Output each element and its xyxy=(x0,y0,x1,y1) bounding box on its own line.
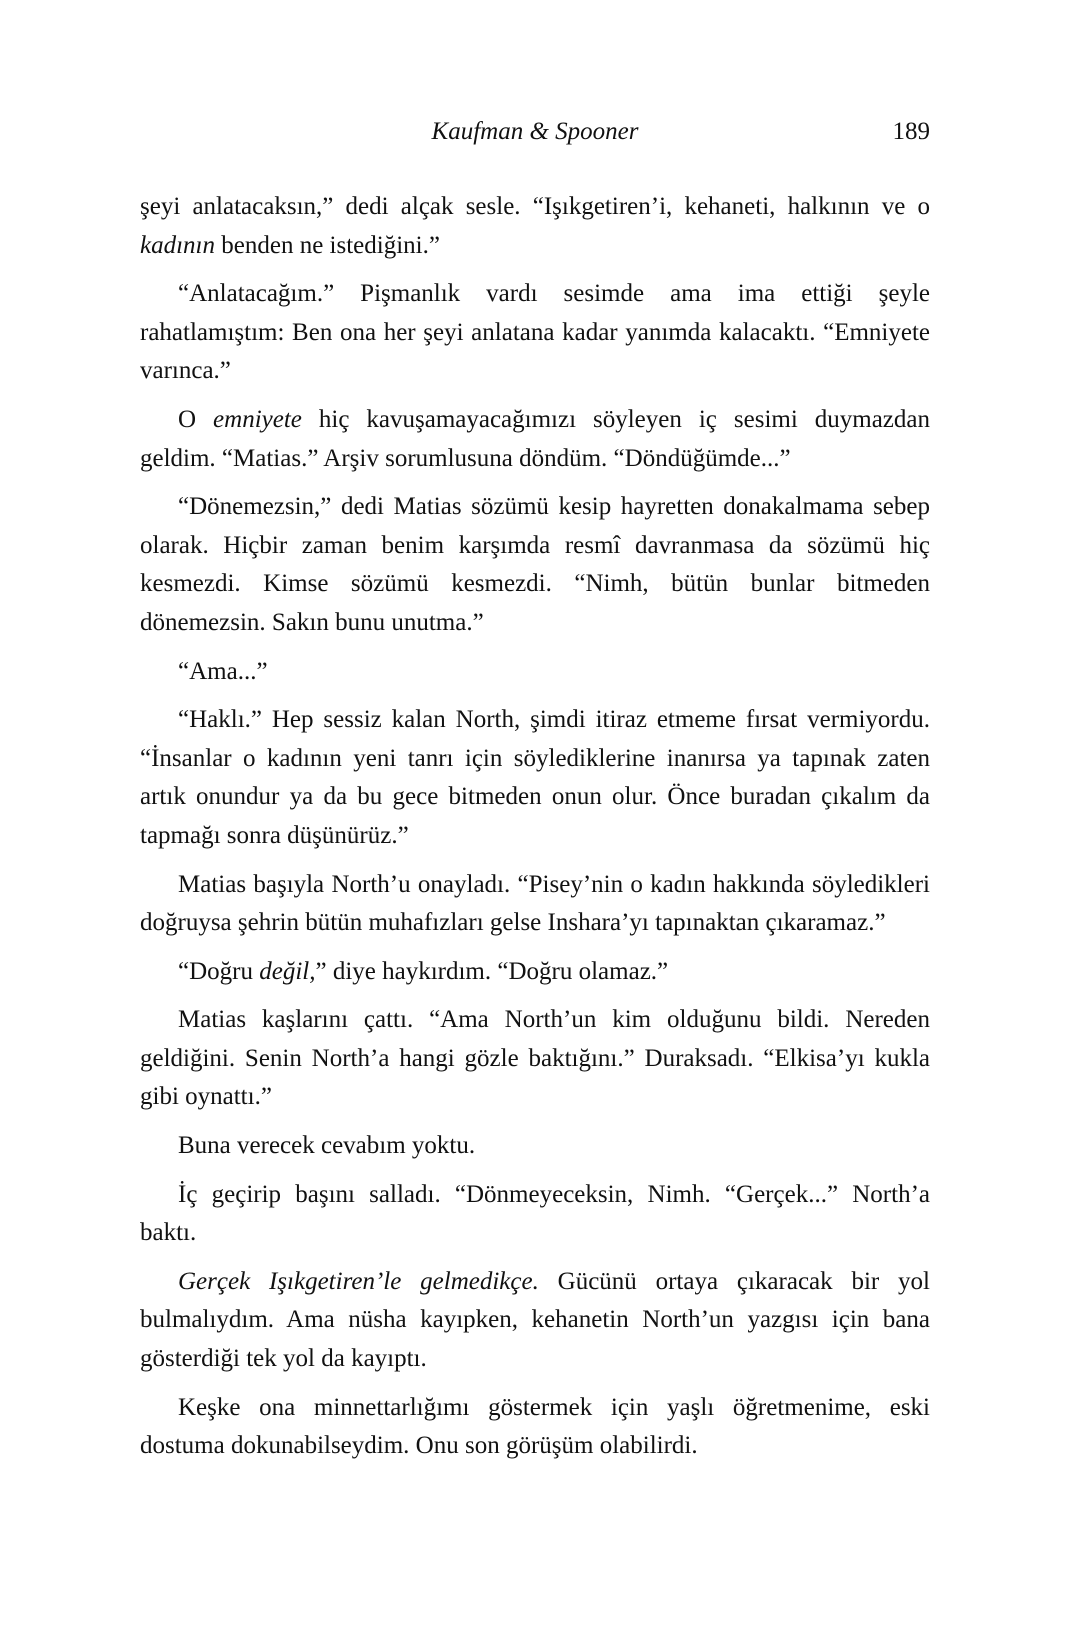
paragraph xyxy=(140,401,930,478)
text-run: hiç kavuşamayacağımızı söyleyen iç sesimi duymazdan geldim. “Matias.” Arşiv sorumlusuna döndüm. “Döndüğümde...” xyxy=(140,405,930,472)
text-run: ” diye haykırdım. “Doğru olamaz.” xyxy=(315,957,669,985)
body-text xyxy=(140,188,930,1476)
text-run: Keşke ona minnettarlığımı göstermek için yaşlı öğretmenime, eski dostuma dokunabilseydim. Onu son görüşüm olabilirdi. xyxy=(140,1393,930,1460)
text-run: Matias başıyla North’u onayladı. “Pisey’nin o kadın hakkında söyledikleri doğruysa şehrin bütün muhafızları gelse Inshara’yı tapınaktan çıkaramaz.” xyxy=(140,870,930,937)
paragraph xyxy=(140,275,930,391)
paragraph xyxy=(140,1389,930,1466)
italic-text: emniyete xyxy=(213,405,302,433)
text-run: “Anlatacağım.” Pişmanlık vardı sesimde ama ima ettiği şeyle rahatlamıştım: Ben ona her şeyi anlatana kadar yanımda kalacaktı. “Emniyete varınca.” xyxy=(140,280,930,385)
running-title: Kaufman & Spooner xyxy=(431,118,639,145)
page-header xyxy=(140,112,930,152)
paragraph xyxy=(140,653,930,692)
text-run: “Ama...” xyxy=(178,657,268,685)
italic-text: değil, xyxy=(259,957,316,985)
text-run: O xyxy=(178,405,214,433)
text-run: benden ne istediğini.” xyxy=(215,231,440,259)
italic-text: kadının xyxy=(140,231,215,259)
text-run: İç geçirip başını salladı. “Dönmeyeceksin, Nimh. “Gerçek...” North’a baktı. xyxy=(140,1180,930,1247)
paragraph xyxy=(140,188,930,265)
paragraph xyxy=(140,701,930,855)
page-number: 189 xyxy=(892,118,930,145)
text-run: Matias kaşlarını çattı. “Ama North’un kim olduğunu bildi. Nereden geldiğini. Senin North’a hangi gözle baktığını.” Duraksadı. “Elkisa’yı kukla gibi oynattı.” xyxy=(140,1006,930,1111)
italic-text: Gerçek Işıkgetiren’le gelmedikçe. xyxy=(178,1267,539,1295)
text-run: “Dönemezsin,” dedi Matias sözümü kesip hayretten donakalmama sebep olarak. Hiçbir zaman benim karşımda resmî davranmasa da sözümü hiç kesmezdi. Kimse sözümü kesmezdi. “Nimh, bütün bunlar bitmeden dönemezsin. Sakın bunu unutma.” xyxy=(140,493,930,636)
paragraph xyxy=(140,866,930,943)
paragraph xyxy=(140,1127,930,1166)
paragraph xyxy=(140,1263,930,1379)
paragraph xyxy=(140,953,930,992)
text-run: şeyi anlatacaksın,” dedi alçak sesle. “Işıkgetiren’i, kehaneti, halkının ve o xyxy=(140,193,930,220)
paragraph xyxy=(140,488,930,642)
paragraph xyxy=(140,1001,930,1117)
text-run: Buna verecek cevabım yoktu. xyxy=(178,1132,476,1160)
text-run: “Doğru xyxy=(178,957,260,985)
text-run: Gücünü ortaya çıkaracak bir yol bulmalıydım. Ama nüsha kayıpken, kehanetin North’un yazgısı için bana gösterdiği tek yol da kayıptı. xyxy=(140,1267,930,1373)
paragraph xyxy=(140,1176,930,1253)
text-run: “Haklı.” Hep sessiz kalan North, şimdi itiraz etmeme fırsat vermiyordu. “İnsanlar o kadının yeni tanrı için söylediklerine inanırsa ya tapınak zaten artık onundur ya da bu gece bitmeden onun olur. Önce buradan çıkalım da tapmağı sonra düşünürüz.” xyxy=(140,706,930,849)
